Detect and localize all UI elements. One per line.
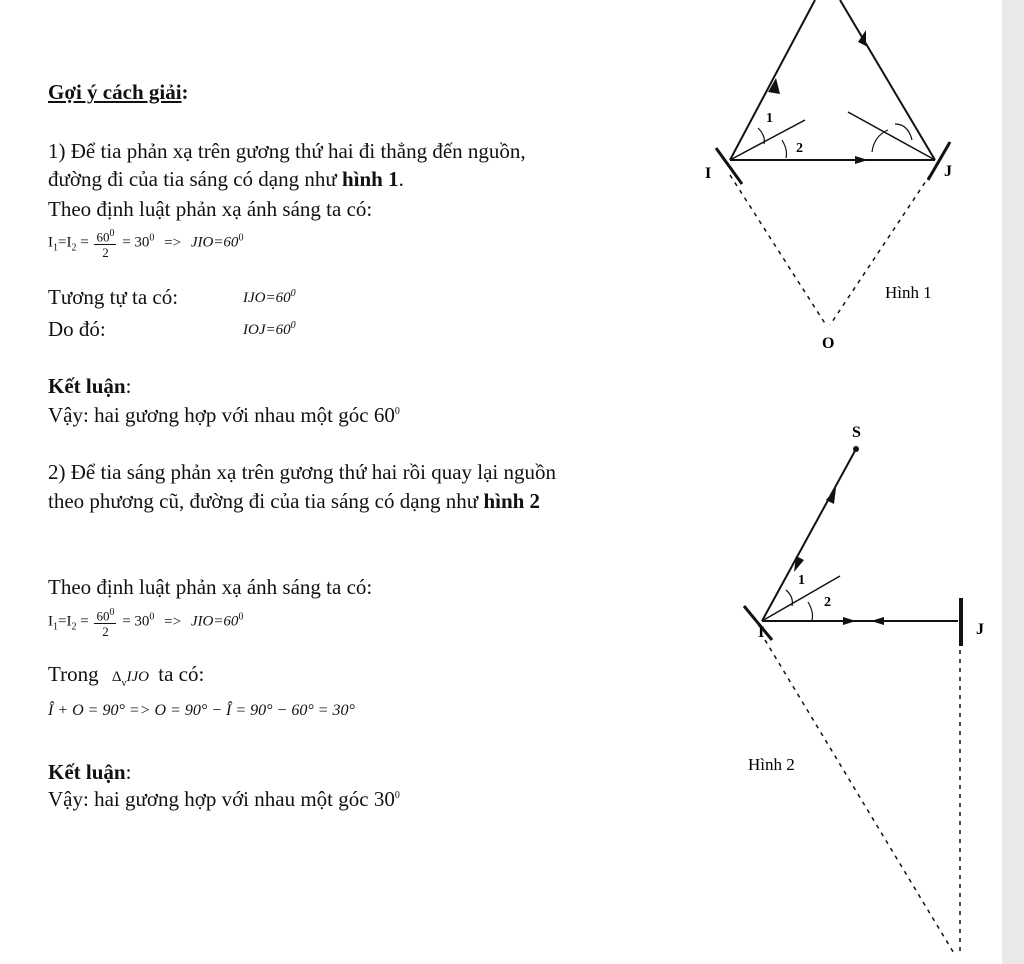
solution-heading: Gợi ý cách giải: xyxy=(48,80,189,104)
part1-conclusion-text: Vậy: hai gương hợp với nhau một góc $60^0$ xyxy=(48,403,400,427)
figure-2 xyxy=(744,424,984,955)
fig1-mirror-J-extension xyxy=(830,175,930,325)
part1-hence-value: $IOJ=60^0$ xyxy=(243,320,296,338)
fig1-normal-J xyxy=(848,112,935,160)
fig1-angle-label-1: 1 xyxy=(766,111,773,126)
part1-formula: $I_1=I_2$ = $\frac{60^0}{2}$ = $30^0 => JIO=60^0$ xyxy=(48,228,244,261)
part1-hence-label: Do đó: xyxy=(48,317,106,341)
part1-line2: đường đi của tia sáng có dạng như hình 1. xyxy=(48,167,404,191)
fig1-mirror-I-extension xyxy=(730,175,826,325)
fig2-angle-label-2: 2 xyxy=(824,595,831,610)
part1-law: Theo định luật phản xạ ánh sáng ta có: xyxy=(48,197,373,221)
figure-1 xyxy=(705,0,952,352)
fig2-arrow-right xyxy=(843,617,856,625)
fig1-ray-to-source xyxy=(730,0,815,160)
fig1-arrow-3 xyxy=(855,156,868,164)
part1-conclusion-label: Kết luận: xyxy=(48,374,132,398)
fig1-ray-from-source xyxy=(840,0,935,160)
fig1-mirror-I xyxy=(716,148,742,184)
part2-conclusion-label: Kết luận: xyxy=(48,760,132,784)
part2-law: Theo định luật phản xạ ánh sáng ta có: xyxy=(48,575,373,599)
part2-conclusion-text: Vậy: hai gương hợp với nhau một góc $30^0$ xyxy=(48,787,400,811)
fig2-angle-arc-2 xyxy=(808,602,813,620)
fig2-label-J: J xyxy=(976,621,984,638)
part2-formula: $I_1=I_2$ = $\frac{60^0}{2}$ = $30^0 => JIO=60^0$ xyxy=(48,607,244,640)
fig2-angle-label-1: 1 xyxy=(798,573,805,588)
fig2-label-S: S xyxy=(852,424,861,441)
part2-line1: 2) Để tia sáng phản xạ trên gương thứ hai rồi quay lại nguồn xyxy=(48,460,556,484)
fig1-label-J: J xyxy=(944,163,952,180)
fig1-label-I: I xyxy=(705,165,712,182)
part1-similar-label: Tương tự ta có: xyxy=(48,285,179,309)
fig1-angle-arc-2 xyxy=(782,140,787,158)
fig2-arrow-left xyxy=(871,617,884,625)
viewer-edge xyxy=(1002,0,1024,964)
fig1-angle-arc-4 xyxy=(895,124,912,140)
fig1-label-O: O xyxy=(822,335,835,352)
part2-triangle-line: Trong $\Delta_vIJO$ ta có: xyxy=(48,662,205,690)
part1-similar-value: $IJO=60^0$ xyxy=(243,288,296,306)
part2-line2: theo phương cũ, đường đi của tia sáng có dạng như hình 2 xyxy=(48,489,541,513)
part1-line1: 1) Để tia phản xạ trên gương thứ hai đi thẳng đến nguồn, xyxy=(48,139,526,163)
fig1-angle-label-2: 2 xyxy=(796,141,803,156)
fig2-label-I: I xyxy=(758,624,765,641)
fig2-caption: Hình 2 xyxy=(748,755,795,774)
part2-angle-equation: Î + O = 90° => O = 90° − Î = 90° − 60° = 30° xyxy=(48,702,355,719)
fig2-mirror-I-extension xyxy=(765,640,955,955)
fig1-caption: Hình 1 xyxy=(885,283,932,302)
fig2-ray-SI xyxy=(762,449,856,621)
